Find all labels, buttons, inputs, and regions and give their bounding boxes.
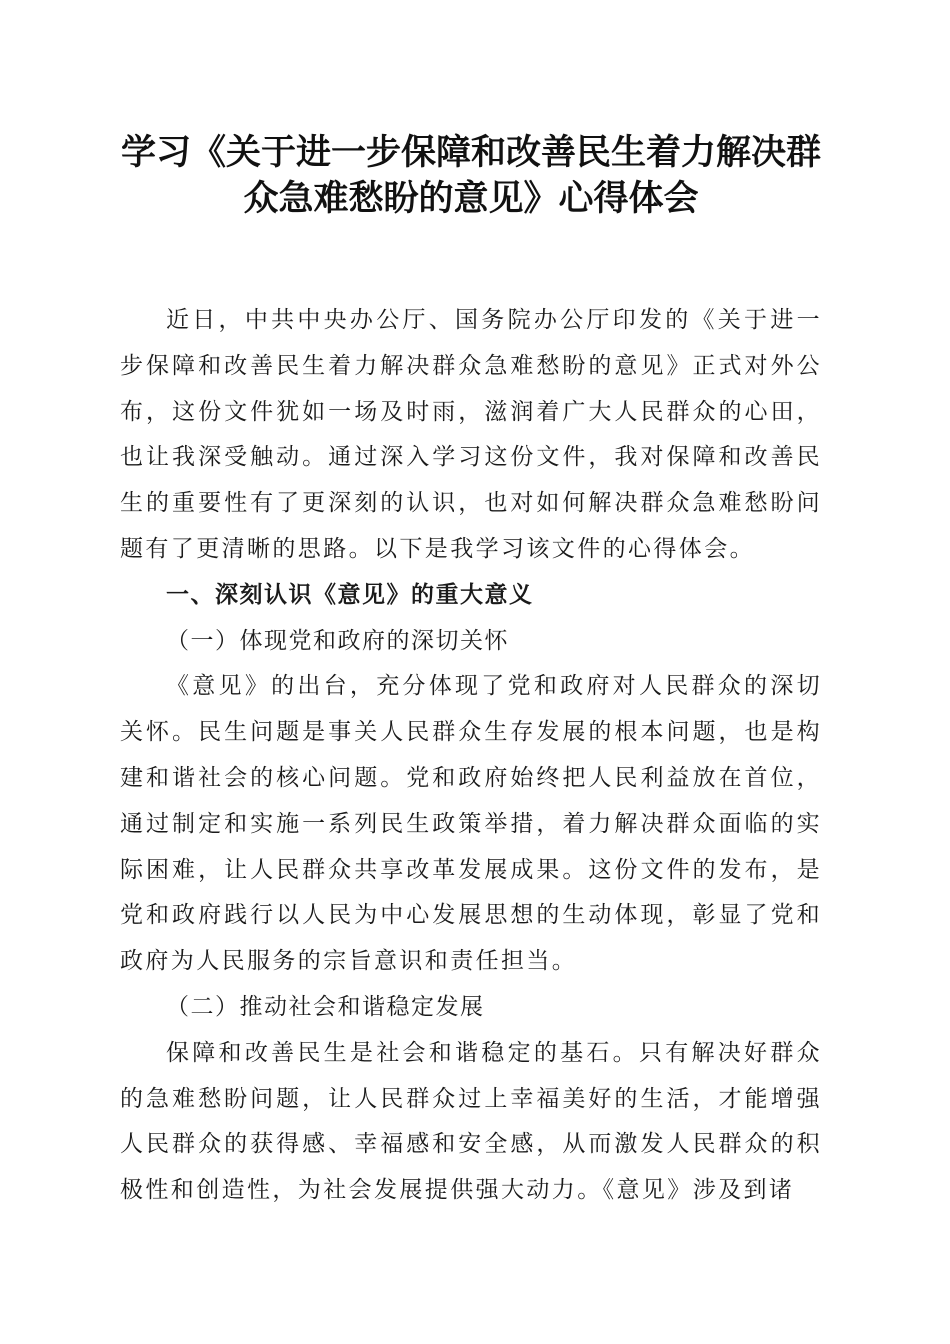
title-spacer — [120, 222, 822, 298]
intro-paragraph: 近日，中共中央办公厅、国务院办公厅印发的《关于进一步保障和改善民生着力解决群众急难愁盼的意见》正式对外公布，这份文件犹如一场及时雨，滋润着广大人民群众的心田，也让我深受触动。通过深入学习这份文件，我对保障和改善民生的重要性有了更深刻的认识，也对如何解决群众急难愁盼问题有了更清晰的思路。以下是我学习该文件的心得体会。 — [120, 307, 822, 562]
subsection-heading-2: （二）推动社会和谐稳定发展 — [166, 993, 485, 1020]
title-line-2: 众急难愁盼的意见》心得体会 — [243, 179, 699, 219]
title-line-1: 学习《关于进一步保障和改善民生着力解决群 — [120, 133, 821, 173]
subsection-1-paragraph: 《意见》的出台，充分体现了党和政府对人民群众的深切关怀。民生问题是事关人民群众生存发展的根本问题，也是构建和谐社会的核心问题。党和政府始终把人民利益放在首位，通过制定和实施一系列民生政策举措，着力解决群众面临的实际困难，让人民群众共享改革发展成果。这份文件的发布，是党和政府践行以人民为中心发展思想的生动体现，彰显了党和政府为人民服务的宗旨意识和责任担当。 — [120, 673, 822, 975]
subsection-heading-1: （一）体现党和政府的深切关怀 — [166, 627, 509, 654]
document-page — [120, 130, 822, 1214]
subsection-2-paragraph: 保障和改善民生是社会和谐稳定的基石。只有解决好群众的急难愁盼问题，让人民群众过上幸福美好的生活，才能增强人民群众的获得感、幸福感和安全感，从而激发人民群众的积极性和创造性，为社会发展提供强大动力。《意见》涉及到诸 — [120, 1039, 822, 1204]
section-heading-1: 一、深刻认识《意见》的重大意义 — [166, 581, 534, 608]
document-title — [120, 130, 822, 222]
